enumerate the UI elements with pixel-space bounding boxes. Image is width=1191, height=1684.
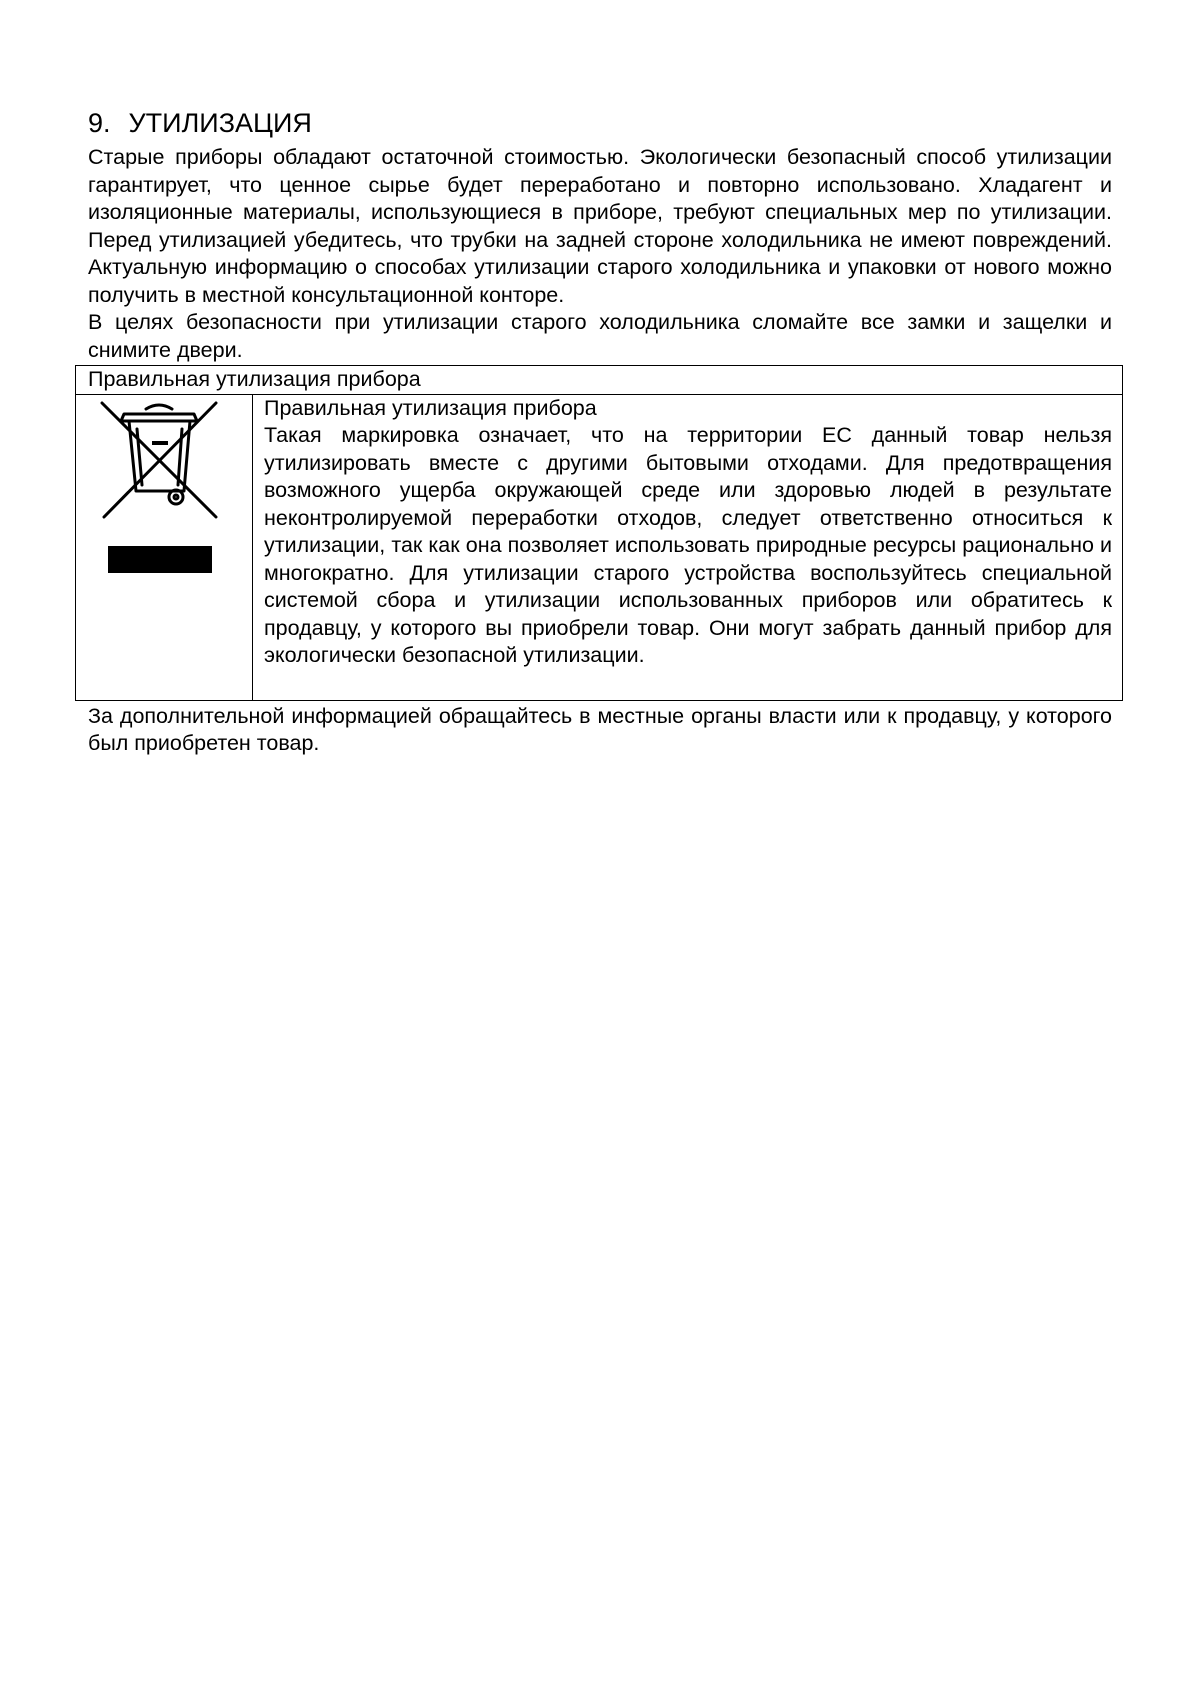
- disposal-text-cell: [253, 394, 1123, 700]
- section-title: УТИЛИЗАЦИЯ: [128, 108, 312, 138]
- disposal-text-title: Правильная утилизация прибора: [264, 395, 597, 420]
- disposal-table: [75, 365, 1123, 701]
- document-page: [88, 104, 1112, 758]
- safety-paragraph: В целях безопасности при утилизации старого холодильника сломайте все замки и защелки и снимите двери.: [88, 310, 1112, 362]
- closing-paragraph: За дополнительной информацией обращайтесь в местные органы власти или к продавцу, у которого был приобретен товар.: [88, 703, 1112, 755]
- section-heading: [88, 104, 1112, 142]
- disposal-text-body: Такая маркировка означает, что на территории ЕС данный товар нельзя утилизировать вместе с другими бытовыми отходами. Для предотвращения возможного ущерба окружающей среде или здоровью людей в результате неконтролируемой переработки отходов, следует ответственно относиться к утилизации, так как она позволяет использовать природные ресурсы рационально и многократно. Для утилизации старого устройства воспользуйтесь специальной системой сбора и утилизации использованных приборов или обратитесь к продавцу, у которого вы приобрели товар. Они могут забрать данный прибор для экологически безопасной утилизации.: [264, 423, 1112, 667]
- intro-paragraph: Старые приборы обладают остаточной стоимостью. Экологически безопасный способ утилизации гарантирует, что ценное сырье будет переработано и повторно использовано. Хладагент и изоляционные материалы, использующиеся в приборе, требуют специальных мер по утилизации. Перед утилизацией убедитесь, что трубки на задней стороне холодильника не имеют повреждений. Актуальную информацию о способах утилизации старого холодильника и упаковки от нового можно получить в местной консультационной конторе.: [88, 145, 1112, 307]
- section-number: 9.: [88, 108, 111, 138]
- weee-symbol-cell: [76, 394, 253, 700]
- table-caption: Правильная утилизация прибора: [76, 366, 1123, 395]
- weee-underline-bar: [108, 546, 212, 573]
- crossed-out-wheelie-bin-icon: [94, 399, 224, 524]
